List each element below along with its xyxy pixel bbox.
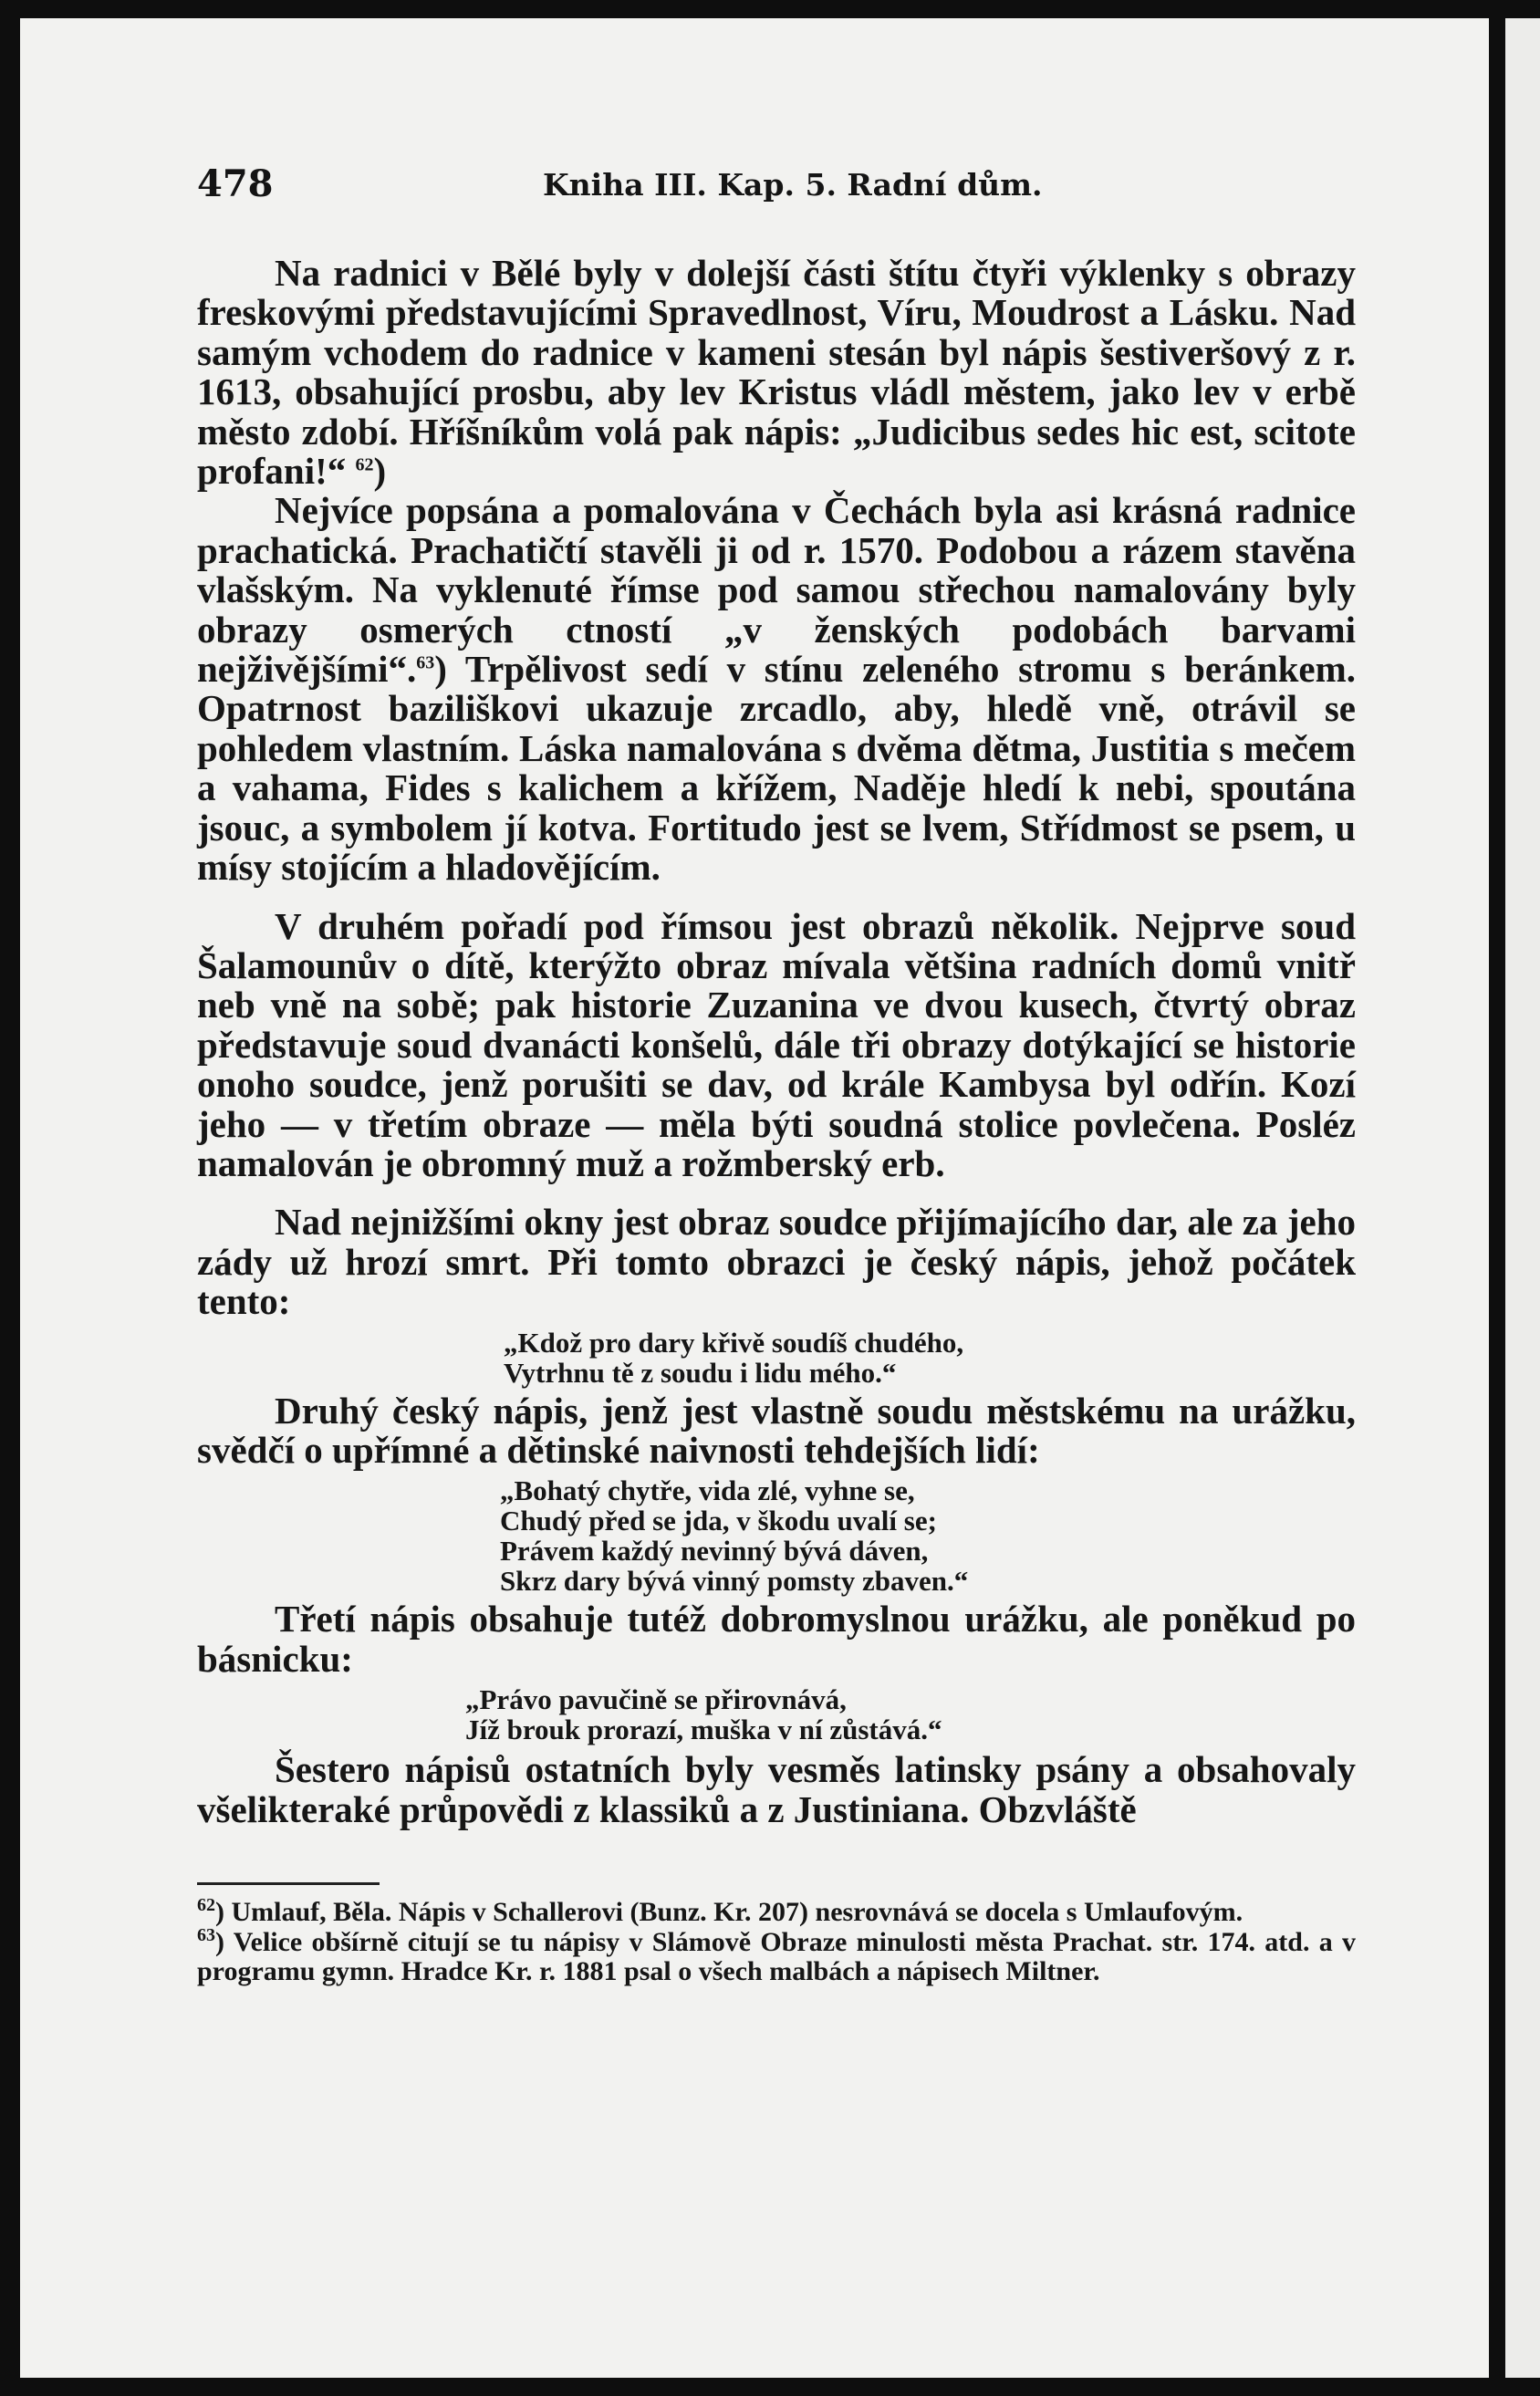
paragraph-4: Nad nejnižšími okny jest obraz soudce přijímajícího dar, ale za jeho zády už hrozí smrt. Při tomto obrazci je český nápis, jehož počátek tento: [197, 1201, 1356, 1323]
footnote-ref-62: 62 [355, 454, 374, 475]
paragraph-5: Druhý český nápis, jenž jest vlastně soudu městskému na urážku, svědčí o upřímné a dětinské naivnosti tehdejších lidí: [197, 1389, 1356, 1471]
inscription-1-line: „Kdož pro dary křivě soudíš chudého, [504, 1326, 964, 1359]
inscription-2-line: „Bohatý chytře, vida zlé, vyhne se, [500, 1474, 915, 1507]
footnote-62-text: ) Umlauf, Běla. Nápis v Schallerovi (Bunz. Kr. 207) nesrovnává se docela s Umlaufovým. [215, 1897, 1243, 1927]
paragraph-1 [197, 254, 1356, 491]
page-body [197, 254, 1356, 1987]
footnote-rule [197, 1882, 380, 1885]
page-edge-strip [1505, 18, 1540, 2378]
footnote-63-text: ) Velice obšírně citují se tu nápisy v Slámově Obraze minulosti města Prachat. str. 174. atd. a v programu gymn. Hradce Kr. r. 1881 psal o všech malbách a nápisech Miltner. [197, 1926, 1356, 1986]
inscription-3-line [465, 1714, 1356, 1745]
inscription-3-line: „Právo pavučině se přirovnává, [465, 1683, 847, 1716]
inscription-3-part: í, muška v ní zůstává.“ [668, 1714, 942, 1746]
footnote-62-number: 62 [197, 1895, 215, 1915]
page-header [0, 162, 1540, 217]
inscription-2-line: Skrz dary bývá vinný pomsty zbaven.“ [500, 1565, 969, 1598]
inscription-3 [465, 1684, 1356, 1745]
paragraph-2-text-b: ) Trpělivost sedí v stínu zeleného stromu s beránkem. Opatrnost baziliškovi ukazuje zrcadlo, aby, hledě vně, otrávil se pohledem vlastním. Láska namalována s dvěma dětma, Justitia s mečem a vahama, Fides s kalichem a křížem, Naděje hledí k nebi, spoutána jsouc, a symbolem jí kotva. Fortitudo jest se lvem, Střídmost se psem, u mísy stojícím a hladovějícím. [197, 648, 1356, 889]
paragraph-1-text: Na radnici v Bělé byly v dolejší části štítu čtyři výklenky s obrazy freskovými představujícími Spravedlnost, Víru, Moudrost a Lásku. Nad samým vchodem do radnice v kameni stesán byl nápis šestiveršový z r. 1613, obsahující prosbu, aby lev Kristus vládl městem, jako lev v erbě město zdobí. Hříšníkům volá pak nápis: „Judicibus sedes hic est, scitote profani!“ [197, 252, 1356, 493]
inscription-2-line: Právem každý nevinný bývá dáven, [500, 1535, 929, 1568]
paragraph-3: V druhém pořadí pod římsou jest obrazů několik. Nejprve soud Šalamounův o dítě, kterýžto obraz mívala většina radních domů vnitř neb vně na sobě; pak historie Zuzanina ve dvou kusech, čtvrtý obraz představuje soud dvanácti konšelů, dále tři obrazy dotýkající se historie onoho soudce, jenž porušiti se dav, od krále Kambysa byl odřín. Kozí jeho — v třetím obraze — měla býti soudná stolice povlečena. Posléz namalován je obromný muž a rožmberský erb. [197, 904, 1356, 1184]
running-title: Kniha III. Kap. 5. Radní dům. [543, 167, 1043, 203]
paragraph-1-end: ) [373, 450, 387, 493]
inscription-2 [500, 1475, 1356, 1596]
inscription-1-line: Vytrhnu tě z soudu i lidu mého.“ [504, 1356, 897, 1389]
footnote-62 [197, 1895, 1356, 1928]
footnote-ref-63: 63 [416, 652, 435, 673]
paragraph-7: Šestero nápisů ostatních byly vesměs latinsky psány a obsahovaly všelikteraké průpovědi z klassiků a z Justiniana. Obzvláště [197, 1748, 1356, 1830]
footnote-63-number: 63 [197, 1924, 215, 1945]
inscription-3-part: Jíž brouk proraz [465, 1714, 669, 1746]
page-number: 478 [197, 162, 274, 205]
inscription-1 [504, 1328, 1356, 1388]
footnote-63 [197, 1924, 1356, 1987]
paragraph-2-text-a: Nejvíce popsána a pomalována v Čechách byla asi krásná radnice prachatická. Prachatičtí stavěli ji od r. 1570. Podobou a rázem stavěna vlašským. Na vyklenuté římse pod samou střechou namalovány byly obrazy osmerých ctností „v ženských podobách barvami nejživějšími“. [197, 489, 1356, 691]
inscription-2-line: Chudý před se jda, v škodu uvalí se; [500, 1505, 937, 1537]
paragraph-6: Třetí nápis obsahuje tutéž dobromyslnou urážku, ale poněkud po básnicku: [197, 1598, 1356, 1680]
paragraph-2 [197, 491, 1356, 887]
